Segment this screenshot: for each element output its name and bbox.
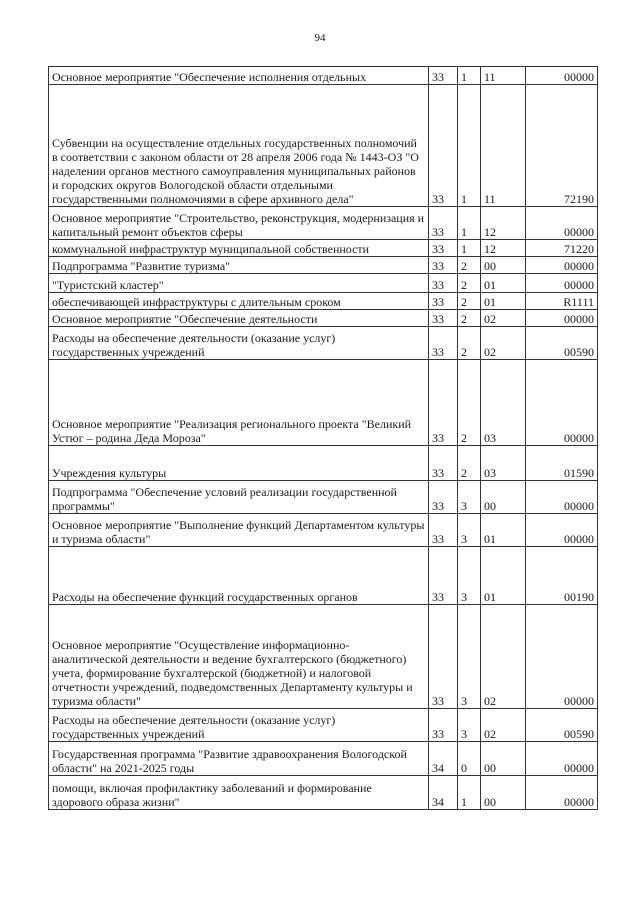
row-code-a: 33 <box>429 274 458 293</box>
row-code-c: 11 <box>481 85 526 207</box>
row-code-c: 12 <box>481 240 526 257</box>
row-code: R1111 <box>526 293 598 310</box>
row-description: Подпрограмма "Развитие туризма" <box>49 257 429 274</box>
row-code: 01590 <box>526 446 598 481</box>
table-row <box>49 310 598 327</box>
row-code-a: 33 <box>429 446 458 481</box>
row-code-b: 1 <box>458 67 481 85</box>
table-row <box>49 240 598 257</box>
row-code-b: 3 <box>458 605 481 709</box>
row-description: обеспечивающей инфраструктуры с длительным сроком <box>49 293 429 310</box>
row-code-c: 12 <box>481 207 526 240</box>
table-row <box>49 85 598 207</box>
row-description: Подпрограмма "Обеспечение условий реализации государственной программы" <box>49 481 429 514</box>
row-code: 00000 <box>526 274 598 293</box>
row-description: Основное мероприятие "Осуществление информационно-аналитической деятельности и ведение бухгалтерского (бюджетного) учета, формирование бухгалтерской (бюджетной) и налоговой отчетности учреждений, подведомственных Департаменту культуры и туризма области" <box>49 605 429 709</box>
row-code: 72190 <box>526 85 598 207</box>
row-code-a: 33 <box>429 85 458 207</box>
row-code-b: 3 <box>458 514 481 547</box>
row-code-a: 33 <box>429 67 458 85</box>
row-code-b: 1 <box>458 85 481 207</box>
row-description: помощи, включая профилактику заболеваний и формирование здорового образа жизни" <box>49 776 429 810</box>
row-description: "Туристский кластер" <box>49 274 429 293</box>
row-code-a: 34 <box>429 742 458 776</box>
row-code-c: 02 <box>481 605 526 709</box>
row-code-c: 02 <box>481 709 526 742</box>
row-code-a: 34 <box>429 776 458 810</box>
row-description: Субвенции на осуществление отдельных государственных полномочий в соответствии с законом области от 28 апреля 2006 года № 1443-ОЗ "О наделении органов местного самоуправления муниципальных районов и городских округов Вологодской области отдельными государственными полномочиями в сфере архивного дела" <box>49 85 429 207</box>
row-code-c: 02 <box>481 310 526 327</box>
row-code: 00590 <box>526 709 598 742</box>
table-row <box>49 547 598 605</box>
row-description: Расходы на обеспечение деятельности (оказание услуг) государственных учреждений <box>49 327 429 360</box>
row-code: 00000 <box>526 742 598 776</box>
row-description: Основное мероприятие "Обеспечение исполнения отдельных <box>49 67 429 85</box>
page-number: 94 <box>314 32 326 44</box>
row-code-a: 33 <box>429 547 458 605</box>
row-code-c: 11 <box>481 67 526 85</box>
table-row <box>49 742 598 776</box>
table-row <box>49 327 598 360</box>
row-code-a: 33 <box>429 709 458 742</box>
row-code-b: 2 <box>458 446 481 481</box>
row-description: Основное мероприятие "Выполнение функций Департаментом культуры и туризма области" <box>49 514 429 547</box>
row-code-b: 1 <box>458 776 481 810</box>
row-code-b: 2 <box>458 274 481 293</box>
budget-table <box>48 66 598 810</box>
row-code-c: 01 <box>481 293 526 310</box>
row-description: Расходы на обеспечение функций государственных органов <box>49 547 429 605</box>
row-description: Основное мероприятие "Строительство, реконструкция, модернизация и капитальный ремонт объектов сферы <box>49 207 429 240</box>
row-code: 00000 <box>526 360 598 446</box>
table-row <box>49 481 598 514</box>
row-code-a: 33 <box>429 257 458 274</box>
table-row <box>49 605 598 709</box>
row-code: 00590 <box>526 327 598 360</box>
table-row <box>49 293 598 310</box>
row-code-c: 01 <box>481 547 526 605</box>
row-code: 00000 <box>526 514 598 547</box>
row-code-c: 00 <box>481 481 526 514</box>
row-code-c: 01 <box>481 274 526 293</box>
row-code-a: 33 <box>429 360 458 446</box>
row-code-a: 33 <box>429 605 458 709</box>
row-code-a: 33 <box>429 310 458 327</box>
row-description: коммунальной инфраструктур муниципальной собственности <box>49 240 429 257</box>
row-code-a: 33 <box>429 207 458 240</box>
row-code-c: 03 <box>481 446 526 481</box>
row-code-c: 00 <box>481 257 526 274</box>
table-row <box>49 709 598 742</box>
table-row <box>49 274 598 293</box>
row-description: Основное мероприятие "Реализация регионального проекта "Великий Устюг – родина Деда Мороза" <box>49 360 429 446</box>
row-code-a: 33 <box>429 240 458 257</box>
row-code: 00000 <box>526 776 598 810</box>
table-row <box>49 207 598 240</box>
table-row <box>49 514 598 547</box>
row-description: Государственная программа "Развитие здравоохранения Вологодской области" на 2021-2025 годы <box>49 742 429 776</box>
row-code-b: 0 <box>458 742 481 776</box>
table-row <box>49 257 598 274</box>
row-code-b: 3 <box>458 481 481 514</box>
row-code: 00000 <box>526 605 598 709</box>
row-code-c: 00 <box>481 742 526 776</box>
row-code-a: 33 <box>429 293 458 310</box>
row-code-b: 2 <box>458 293 481 310</box>
table-row <box>49 776 598 810</box>
row-description: Расходы на обеспечение деятельности (оказание услуг) государственных учреждений <box>49 709 429 742</box>
row-code-b: 1 <box>458 207 481 240</box>
table-row <box>49 446 598 481</box>
row-code-b: 2 <box>458 327 481 360</box>
row-code: 00000 <box>526 207 598 240</box>
row-code: 00000 <box>526 481 598 514</box>
row-code: 00000 <box>526 257 598 274</box>
row-code-c: 01 <box>481 514 526 547</box>
row-code-a: 33 <box>429 514 458 547</box>
row-code-b: 3 <box>458 709 481 742</box>
row-code-c: 03 <box>481 360 526 446</box>
row-code-a: 33 <box>429 327 458 360</box>
table-row <box>49 67 598 85</box>
row-code-b: 3 <box>458 547 481 605</box>
table-row <box>49 360 598 446</box>
row-code-c: 00 <box>481 776 526 810</box>
row-code: 71220 <box>526 240 598 257</box>
row-code-b: 1 <box>458 240 481 257</box>
row-description: Учреждения культуры <box>49 446 429 481</box>
row-code-b: 2 <box>458 257 481 274</box>
row-code-a: 33 <box>429 481 458 514</box>
row-code-b: 2 <box>458 310 481 327</box>
row-code: 00190 <box>526 547 598 605</box>
row-code: 00000 <box>526 310 598 327</box>
row-code-b: 2 <box>458 360 481 446</box>
row-description: Основное мероприятие "Обеспечение деятельности <box>49 310 429 327</box>
row-code-c: 02 <box>481 327 526 360</box>
row-code: 00000 <box>526 67 598 85</box>
